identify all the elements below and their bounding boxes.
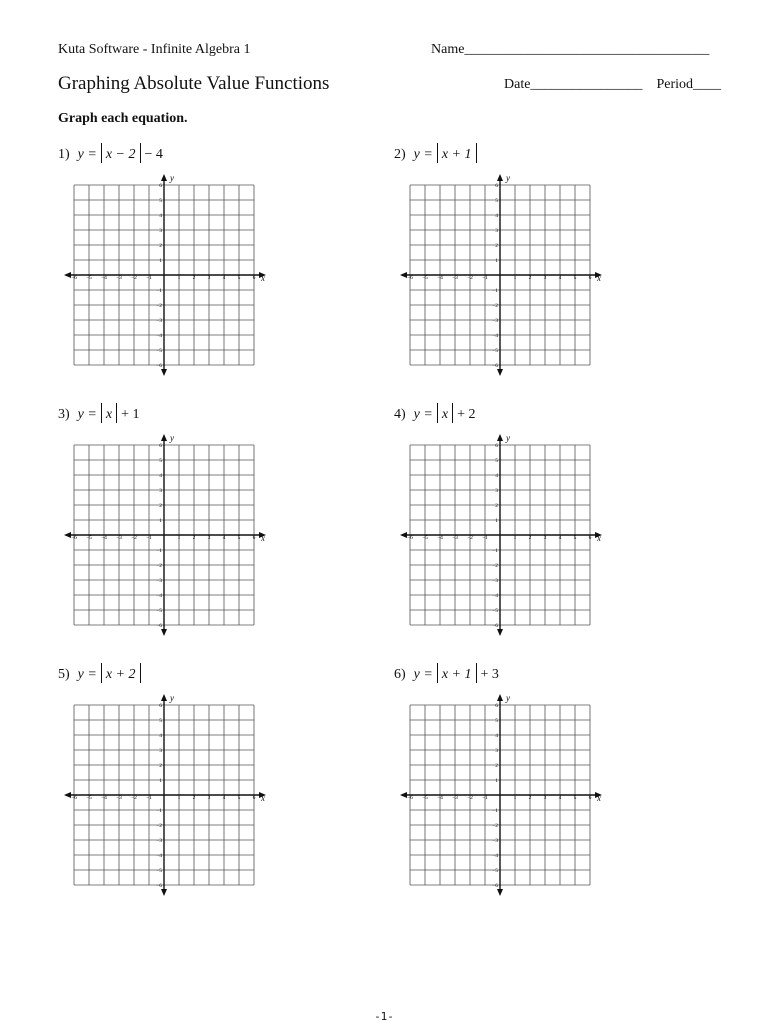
x-axis-label: x — [261, 533, 265, 543]
x-tick-label: 6 — [252, 535, 256, 541]
y-tick-label: −2 — [156, 563, 162, 569]
y-tick-label: −1 — [156, 548, 162, 554]
x-tick-label: −4 — [101, 535, 107, 541]
y-tick-label: −4 — [156, 593, 162, 599]
y-axis-arrow-up — [497, 434, 503, 441]
y-tick-label: 6 — [495, 703, 498, 709]
y-tick-label: −1 — [492, 288, 498, 294]
y-tick-label: −3 — [492, 838, 498, 844]
x-tick-label: 4 — [222, 535, 226, 541]
y-tick-label: 4 — [159, 733, 162, 739]
problem-equation — [394, 143, 481, 163]
x-tick-label: 1 — [177, 535, 181, 541]
x-tick-label: 3 — [543, 795, 547, 801]
y-tick-label: 5 — [495, 458, 498, 464]
y-tick-label: 3 — [159, 228, 162, 234]
x-tick-label: 6 — [588, 275, 592, 281]
equation-lhs: y = — [413, 407, 433, 422]
y-tick-label: −3 — [156, 578, 162, 584]
x-tick-label: −1 — [146, 275, 152, 281]
y-tick-label: 2 — [159, 763, 162, 769]
y-axis-arrow-down — [497, 369, 503, 376]
y-axis-arrow-up — [497, 174, 503, 181]
x-tick-label: 1 — [513, 795, 517, 801]
y-tick-label: 1 — [495, 258, 498, 264]
x-tick-label: −2 — [131, 795, 137, 801]
y-tick-label: 1 — [159, 778, 162, 784]
x-axis-arrow-left — [64, 792, 71, 798]
x-tick-label: 5 — [573, 275, 577, 281]
problem-equation — [58, 403, 139, 423]
page-number: -1- — [374, 1010, 394, 1023]
x-tick-label: 1 — [513, 275, 517, 281]
abs-bar-right — [140, 663, 141, 683]
y-tick-label: −6 — [156, 363, 162, 369]
x-tick-label: −4 — [101, 275, 107, 281]
x-tick-label: 2 — [528, 795, 532, 801]
x-tick-label: 4 — [222, 795, 226, 801]
x-tick-label: −5 — [86, 795, 92, 801]
y-tick-label: −6 — [492, 363, 498, 369]
y-axis-label: y — [506, 173, 510, 183]
y-tick-label: −5 — [156, 348, 162, 354]
equation-inside: x + 2 — [105, 667, 136, 682]
x-tick-label: −4 — [437, 795, 443, 801]
x-tick-label: 3 — [543, 535, 547, 541]
y-tick-label: 2 — [159, 243, 162, 249]
x-tick-label: −3 — [116, 795, 122, 801]
x-tick-label: −6 — [407, 795, 413, 801]
y-tick-label: −3 — [156, 318, 162, 324]
coordinate-grid[interactable] — [62, 693, 272, 897]
x-tick-label: 5 — [237, 535, 241, 541]
x-tick-label: 6 — [588, 795, 592, 801]
y-axis-arrow-up — [161, 694, 167, 701]
y-tick-label: 6 — [159, 183, 162, 189]
x-axis-arrow-left — [64, 272, 71, 278]
x-tick-label: −2 — [467, 795, 473, 801]
y-axis-arrow-down — [161, 889, 167, 896]
y-axis-label: y — [170, 173, 174, 183]
y-axis-arrow-up — [497, 694, 503, 701]
x-tick-label: −2 — [467, 535, 473, 541]
x-tick-label: 3 — [207, 275, 211, 281]
y-tick-label: −5 — [492, 348, 498, 354]
abs-bar-right — [452, 403, 453, 423]
y-tick-label: 3 — [495, 228, 498, 234]
y-tick-label: −5 — [492, 868, 498, 874]
y-tick-label: 3 — [159, 748, 162, 754]
y-tick-label: 4 — [495, 473, 498, 479]
y-tick-label: 2 — [495, 763, 498, 769]
y-tick-label: 6 — [495, 183, 498, 189]
y-tick-label: −6 — [156, 883, 162, 889]
x-tick-label: −5 — [422, 795, 428, 801]
coordinate-grid[interactable] — [62, 433, 272, 637]
abs-bar-right — [476, 143, 477, 163]
y-tick-label: −3 — [492, 578, 498, 584]
y-tick-label: −2 — [156, 303, 162, 309]
x-tick-label: 6 — [252, 795, 256, 801]
problem-number: 6) — [394, 667, 406, 682]
x-tick-label: 2 — [192, 535, 196, 541]
x-tick-label: −2 — [131, 535, 137, 541]
y-tick-label: 5 — [495, 718, 498, 724]
y-tick-label: −4 — [492, 853, 498, 859]
y-tick-label: 1 — [495, 518, 498, 524]
y-axis-arrow-down — [161, 629, 167, 636]
x-tick-label: −5 — [422, 535, 428, 541]
x-tick-label: −2 — [467, 275, 473, 281]
x-tick-label: 2 — [192, 795, 196, 801]
equation-outside: + 3 — [480, 667, 499, 682]
y-tick-label: −2 — [492, 303, 498, 309]
equation-lhs: y = — [77, 147, 97, 162]
y-tick-label: −6 — [492, 623, 498, 629]
y-tick-label: −1 — [156, 808, 162, 814]
equation-lhs: y = — [77, 407, 97, 422]
x-tick-label: 1 — [177, 795, 181, 801]
y-tick-label: 3 — [495, 488, 498, 494]
date-period-line — [504, 77, 721, 93]
y-tick-label: 1 — [159, 518, 162, 524]
equation-lhs: y = — [77, 667, 97, 682]
x-tick-label: 2 — [528, 275, 532, 281]
equation-inside: x − 2 — [105, 147, 136, 162]
problem-equation — [394, 663, 499, 683]
x-axis-label: x — [261, 273, 265, 283]
x-axis-arrow-left — [400, 792, 407, 798]
equation-inside: x + 1 — [441, 667, 472, 682]
equation-outside: + 1 — [121, 407, 140, 422]
coordinate-grid[interactable] — [398, 693, 608, 897]
x-tick-label: −4 — [437, 275, 443, 281]
y-tick-label: 6 — [495, 443, 498, 449]
x-tick-label: −3 — [116, 275, 122, 281]
y-tick-label: 2 — [495, 503, 498, 509]
abs-bar-left — [437, 403, 438, 423]
worksheet-title: Graphing Absolute Value Functions — [58, 73, 330, 94]
y-tick-label: 3 — [159, 488, 162, 494]
y-tick-label: 2 — [495, 243, 498, 249]
x-tick-label: −1 — [482, 275, 488, 281]
y-tick-label: −3 — [156, 838, 162, 844]
x-tick-label: 4 — [222, 275, 226, 281]
y-tick-label: −2 — [492, 823, 498, 829]
x-tick-label: −5 — [86, 275, 92, 281]
abs-bar-left — [437, 663, 438, 683]
problem-number: 4) — [394, 407, 406, 422]
equation-inside: x — [441, 407, 449, 422]
abs-bar-left — [101, 143, 102, 163]
x-tick-label: −4 — [101, 795, 107, 801]
y-tick-label: −5 — [156, 868, 162, 874]
equation-inside: x — [105, 407, 113, 422]
coordinate-grid[interactable] — [398, 433, 608, 637]
y-tick-label: −4 — [156, 333, 162, 339]
problem-number: 1) — [58, 147, 70, 162]
x-tick-label: 3 — [207, 795, 211, 801]
equation-lhs: y = — [413, 667, 433, 682]
x-tick-label: −6 — [71, 535, 77, 541]
y-axis-label: y — [170, 433, 174, 443]
y-tick-label: −2 — [492, 563, 498, 569]
y-tick-label: 5 — [159, 458, 162, 464]
period-field[interactable]: Period____ — [656, 77, 721, 92]
problem-number: 5) — [58, 667, 70, 682]
coordinate-grid[interactable] — [398, 173, 608, 377]
x-tick-label: −6 — [71, 795, 77, 801]
name-field[interactable]: Name___________________________________ — [431, 42, 710, 57]
x-tick-label: 5 — [237, 275, 241, 281]
problem-equation — [58, 143, 163, 163]
equation-lhs: y = — [413, 147, 433, 162]
x-tick-label: 4 — [558, 275, 562, 281]
problem-number: 2) — [394, 147, 406, 162]
x-tick-label: 3 — [207, 535, 211, 541]
y-tick-label: −2 — [156, 823, 162, 829]
y-tick-label: −1 — [156, 288, 162, 294]
x-axis-label: x — [597, 793, 601, 803]
x-tick-label: −3 — [452, 535, 458, 541]
x-tick-label: 1 — [513, 535, 517, 541]
y-tick-label: −5 — [492, 608, 498, 614]
x-tick-label: −6 — [407, 275, 413, 281]
y-tick-label: −1 — [492, 808, 498, 814]
abs-bar-right — [140, 143, 141, 163]
problem-equation — [58, 663, 145, 683]
y-axis-label: y — [506, 433, 510, 443]
abs-bar-left — [437, 143, 438, 163]
x-axis-arrow-left — [400, 532, 407, 538]
y-tick-label: 4 — [159, 473, 162, 479]
x-tick-label: 4 — [558, 795, 562, 801]
y-tick-label: 2 — [159, 503, 162, 509]
x-axis-label: x — [261, 793, 265, 803]
y-tick-label: 1 — [159, 258, 162, 264]
x-tick-label: −2 — [131, 275, 137, 281]
y-tick-label: 3 — [495, 748, 498, 754]
y-tick-label: −4 — [492, 593, 498, 599]
y-tick-label: 4 — [495, 213, 498, 219]
y-tick-label: 1 — [495, 778, 498, 784]
y-tick-label: −5 — [156, 608, 162, 614]
x-tick-label: −1 — [482, 795, 488, 801]
y-tick-label: −4 — [156, 853, 162, 859]
x-tick-label: −3 — [452, 275, 458, 281]
x-axis-arrow-left — [64, 532, 71, 538]
equation-outside: + 2 — [457, 407, 476, 422]
x-tick-label: 5 — [573, 535, 577, 541]
y-axis-label: y — [170, 693, 174, 703]
problem-equation — [394, 403, 475, 423]
equation-inside: x + 1 — [441, 147, 472, 162]
x-tick-label: −4 — [437, 535, 443, 541]
x-tick-label: −6 — [407, 535, 413, 541]
x-tick-label: −1 — [146, 535, 152, 541]
publisher-header: Kuta Software - Infinite Algebra 1 — [58, 42, 251, 57]
y-tick-label: −6 — [156, 623, 162, 629]
x-axis-arrow-left — [400, 272, 407, 278]
x-axis-label: x — [597, 273, 601, 283]
date-field[interactable]: Date________________ — [504, 77, 643, 92]
y-axis-arrow-down — [497, 629, 503, 636]
x-tick-label: 6 — [252, 275, 256, 281]
x-tick-label: 2 — [528, 535, 532, 541]
x-tick-label: 5 — [237, 795, 241, 801]
y-axis-arrow-up — [161, 434, 167, 441]
y-tick-label: 6 — [159, 443, 162, 449]
y-axis-arrow-up — [161, 174, 167, 181]
y-tick-label: 5 — [159, 718, 162, 724]
x-tick-label: 3 — [543, 275, 547, 281]
y-tick-label: −4 — [492, 333, 498, 339]
y-axis-label: y — [506, 693, 510, 703]
y-tick-label: 5 — [159, 198, 162, 204]
x-tick-label: −3 — [116, 535, 122, 541]
x-tick-label: −1 — [482, 535, 488, 541]
y-axis-arrow-down — [497, 889, 503, 896]
equation-outside: − 4 — [144, 147, 163, 162]
x-tick-label: −5 — [86, 535, 92, 541]
x-axis-label: x — [597, 533, 601, 543]
abs-bar-right — [476, 663, 477, 683]
x-tick-label: −6 — [71, 275, 77, 281]
abs-bar-left — [101, 403, 102, 423]
x-tick-label: 1 — [177, 275, 181, 281]
y-tick-label: −3 — [492, 318, 498, 324]
x-tick-label: 5 — [573, 795, 577, 801]
x-tick-label: −5 — [422, 275, 428, 281]
y-tick-label: 6 — [159, 703, 162, 709]
y-tick-label: 5 — [495, 198, 498, 204]
x-tick-label: −3 — [452, 795, 458, 801]
abs-bar-left — [101, 663, 102, 683]
problem-number: 3) — [58, 407, 70, 422]
y-tick-label: 4 — [159, 213, 162, 219]
y-tick-label: −1 — [492, 548, 498, 554]
y-tick-label: −6 — [492, 883, 498, 889]
x-tick-label: 2 — [192, 275, 196, 281]
x-tick-label: 6 — [588, 535, 592, 541]
x-tick-label: 4 — [558, 535, 562, 541]
coordinate-grid[interactable] — [62, 173, 272, 377]
instructions: Graph each equation. — [58, 111, 188, 126]
y-axis-arrow-down — [161, 369, 167, 376]
x-tick-label: −1 — [146, 795, 152, 801]
y-tick-label: 4 — [495, 733, 498, 739]
abs-bar-right — [116, 403, 117, 423]
